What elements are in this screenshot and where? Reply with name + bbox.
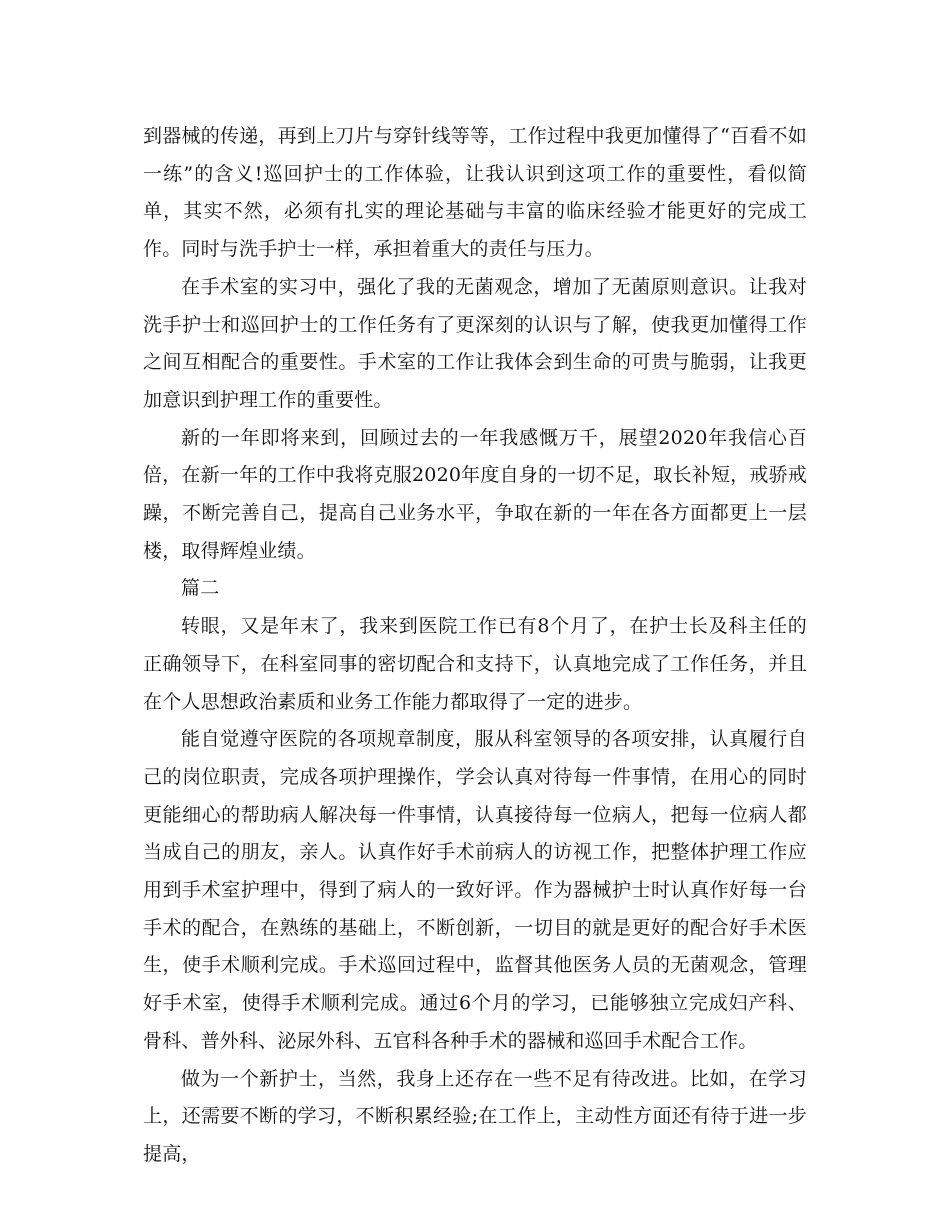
paragraph-3: 新的一年即将来到，回顾过去的一年我感慨万千，展望2020年我信心百倍，在新一年的工作中我将克服2020年度自身的一切不足，取长补短，戒骄戒躁，不断完善自己，提高自己业务水平，争取在新的一年在各方面都更上一层楼，取得辉煌业绩。 (143, 426, 807, 562)
section-title: 篇二 (181, 577, 220, 600)
section-paragraph-1: 转眼，又是年末了，我来到医院工作已有8个月了，在护士长及科主任的正确领导下，在科室同事的密切配合和支持下，认真地完成了工作任务，并且在个人思想政治素质和业务工作能力都取得了一定的进步。 (143, 615, 807, 713)
section-paragraph-2: 能自觉遵守医院的各项规章制度，服从科室领导的各项安排，认真履行自己的岗位职责，完成各项护理操作，学会认真对待每一件事情，在用心的同时更能细心的帮助病人解决每一件事情，认真接待每一位病人，把每一位病人都当成自己的朋友，亲人。认真作好手术前病人的访视工作，把整体护理工作应用到手术室护理中，得到了病人的一致好评。作为器械护士时认真作好每一台手术的配合，在熟练的基础上，不断创新，一切目的就是更好的配合好手术医生，使手术顺利完成。手术巡回过程中，监督其他医务人员的无菌观念，管理好手术室，使得手术顺利完成。通过6个月的学习，已能够独立完成妇产科、骨科、普外科、泌尿外科、五官科各种手术的器械和巡回手术配合工作。 (143, 728, 807, 1052)
paragraph-1: 到器械的传递，再到上刀片与穿针线等等，工作过程中我更加懂得了“百看不如一练”的含义!巡回护士的工作体验，让我认识到这项工作的重要性，看似简单，其实不然，必须有扎实的理论基础与丰富的临床经验才能更好的完成工作。同时与洗手护士一样，承担着重大的责任与压力。 (143, 125, 807, 261)
paragraph-2: 在手术室的实习中，强化了我的无菌观念，增加了无菌原则意识。让我对洗手护士和巡回护士的工作任务有了更深刻的认识与了解，使我更加懂得工作之间互相配合的重要性。手术室的工作让我体会到生命的可贵与脆弱，让我更加意识到护理工作的重要性。 (143, 275, 807, 411)
document-body (143, 118, 807, 1174)
section-paragraph-3: 做为一个新护士，当然，我身上还存在一些不足有待改进。比如，在学习上，还需要不断的学习，不断积累经验;在工作上，主动性方面还有待于进一步提高， (143, 1067, 807, 1165)
